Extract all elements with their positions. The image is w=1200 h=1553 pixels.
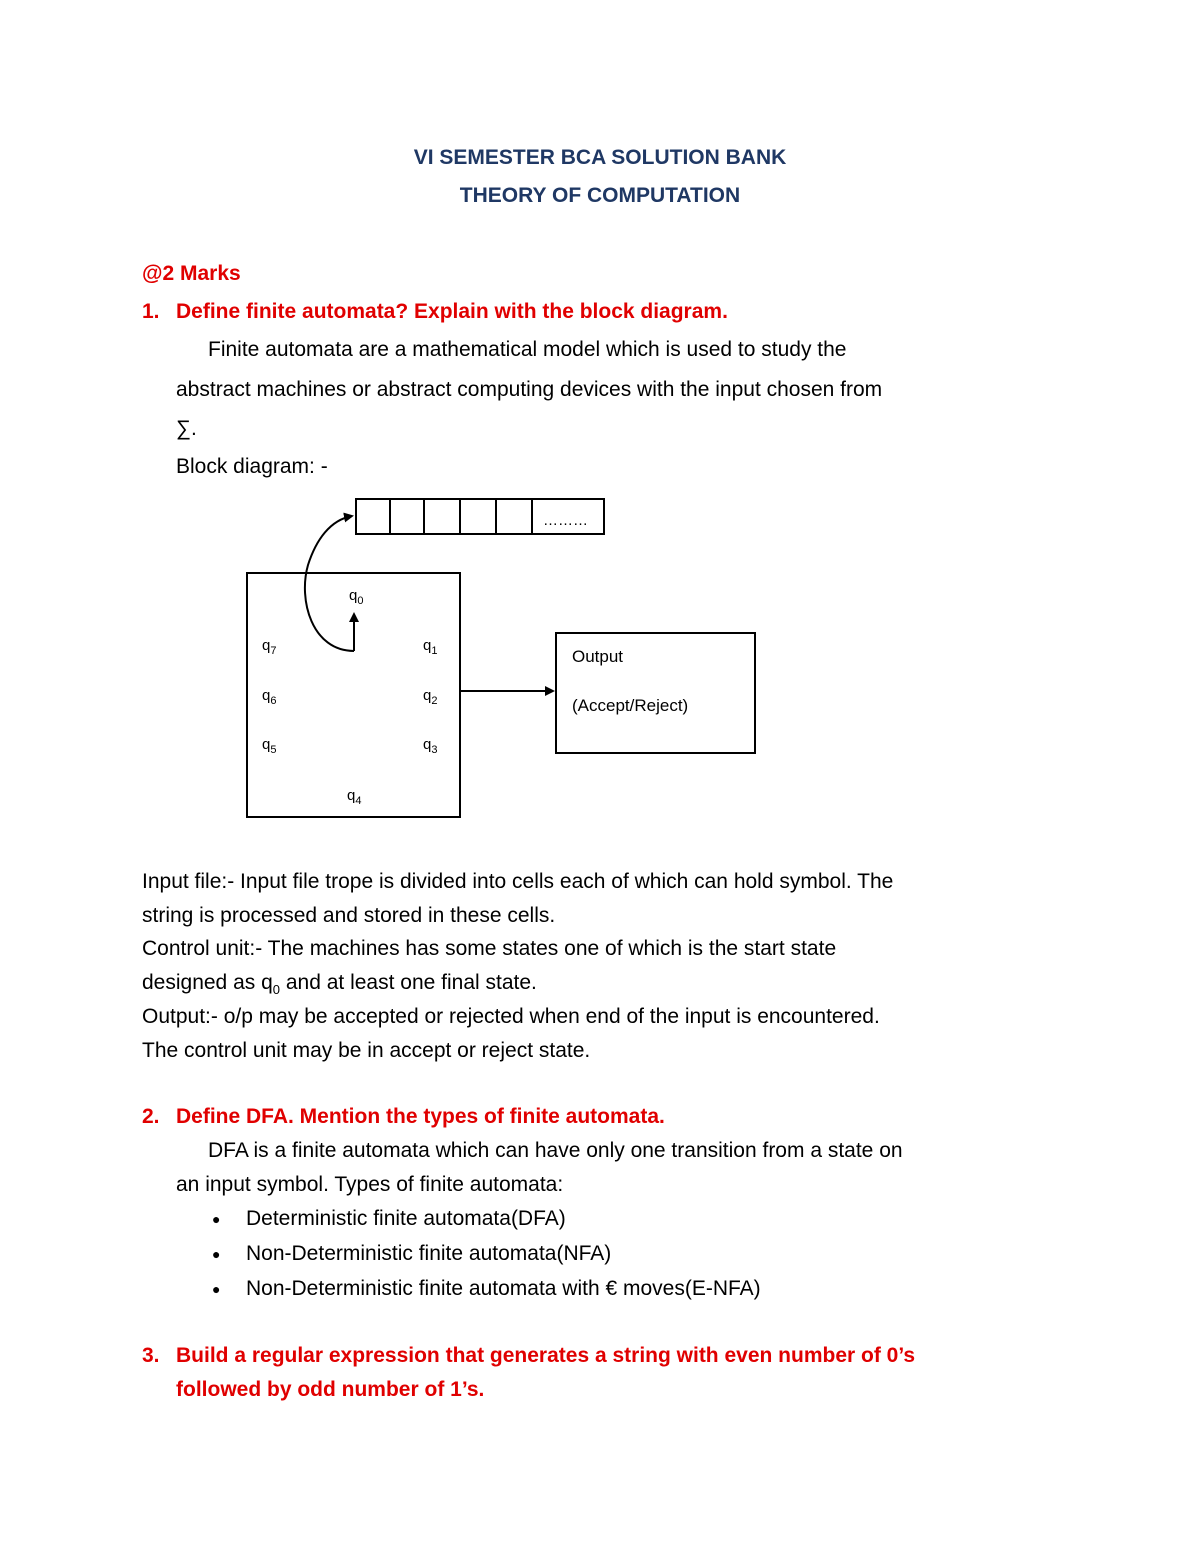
tape-dots: ……… — [543, 512, 588, 529]
control-unit-desc-1: Control unit:- The machines has some states one of which is the start state — [142, 937, 837, 960]
q1-answer-line-3: ∑. — [176, 417, 197, 440]
question-2-number: 2. — [142, 1105, 160, 1128]
state-q5: $q_5$ — [262, 736, 277, 756]
q2-answer-line-2: an input symbol. Types of finite automata: — [176, 1173, 564, 1196]
document-title: VI SEMESTER BCA SOLUTION BANK — [413, 146, 787, 169]
control-unit-box — [247, 573, 460, 817]
bullet-icon: ● — [212, 1246, 221, 1263]
state-q7: $q_7$ — [262, 637, 277, 657]
q1-answer-line-2: abstract machines or abstract computing devices with the input chosen from — [176, 378, 883, 401]
control-unit-desc-2: designed as $q_0$ and at least one final state. — [142, 971, 537, 998]
state-q0: $q_0$ — [349, 587, 364, 607]
state-q3: $q_3$ — [423, 736, 438, 756]
tape-head-arrow — [305, 516, 354, 651]
state-q2: $q_2$ — [423, 687, 438, 707]
q2-answer-line-1: DFA is a finite automata which can have only one transition from a state on — [208, 1139, 903, 1162]
state-q1: $q_1$ — [423, 637, 438, 657]
question-1-text: Define finite automata? Explain with the block diagram. — [176, 300, 728, 323]
list-item: ● Non-Deterministic finite automata with € moves(E-NFA) — [212, 1277, 761, 1300]
input-tape — [356, 499, 604, 534]
input-file-desc-2: string is processed and stored in these cells. — [142, 904, 556, 927]
output-desc-1: Output:- o/p may be accepted or rejected when end of the input is encountered. — [142, 1005, 880, 1028]
q1-answer-line-1: Finite automata are a mathematical model which is used to study the — [208, 338, 847, 361]
bullet-icon: ● — [212, 1211, 221, 1228]
state-q4: $q_4$ — [347, 787, 362, 807]
question-2-text: Define DFA. Mention the types of finite automata. — [176, 1105, 665, 1128]
question-3-number: 3. — [142, 1344, 160, 1367]
output-accept-reject: (Accept/Reject) — [572, 696, 689, 715]
bullet-icon: ● — [212, 1281, 221, 1298]
question-1-number: 1. — [142, 300, 160, 323]
list-item: ● Deterministic finite automata(DFA) — [212, 1207, 566, 1230]
output-desc-2: The control unit may be in accept or reject state. — [142, 1039, 591, 1062]
state-q6: $q_6$ — [262, 687, 277, 707]
input-file-desc-1: Input file:- Input file trope is divided into cells each of which can hold symbol. The — [142, 870, 894, 893]
block-diagram-label: Block diagram: - — [176, 455, 328, 478]
question-3-text: Build a regular expression that generates a string with even number of 0’s — [176, 1344, 916, 1367]
question-3 — [142, 1344, 915, 1368]
output-label: Output — [572, 647, 624, 666]
output-box — [556, 633, 755, 753]
question-2 — [142, 1105, 665, 1129]
section-heading: @2 Marks — [142, 262, 241, 285]
question-3-text-line-2: followed by odd number of 1’s. — [176, 1378, 485, 1401]
document-subtitle: THEORY OF COMPUTATION — [459, 184, 741, 207]
list-item: ● Non-Deterministic finite automata(NFA) — [212, 1242, 612, 1265]
